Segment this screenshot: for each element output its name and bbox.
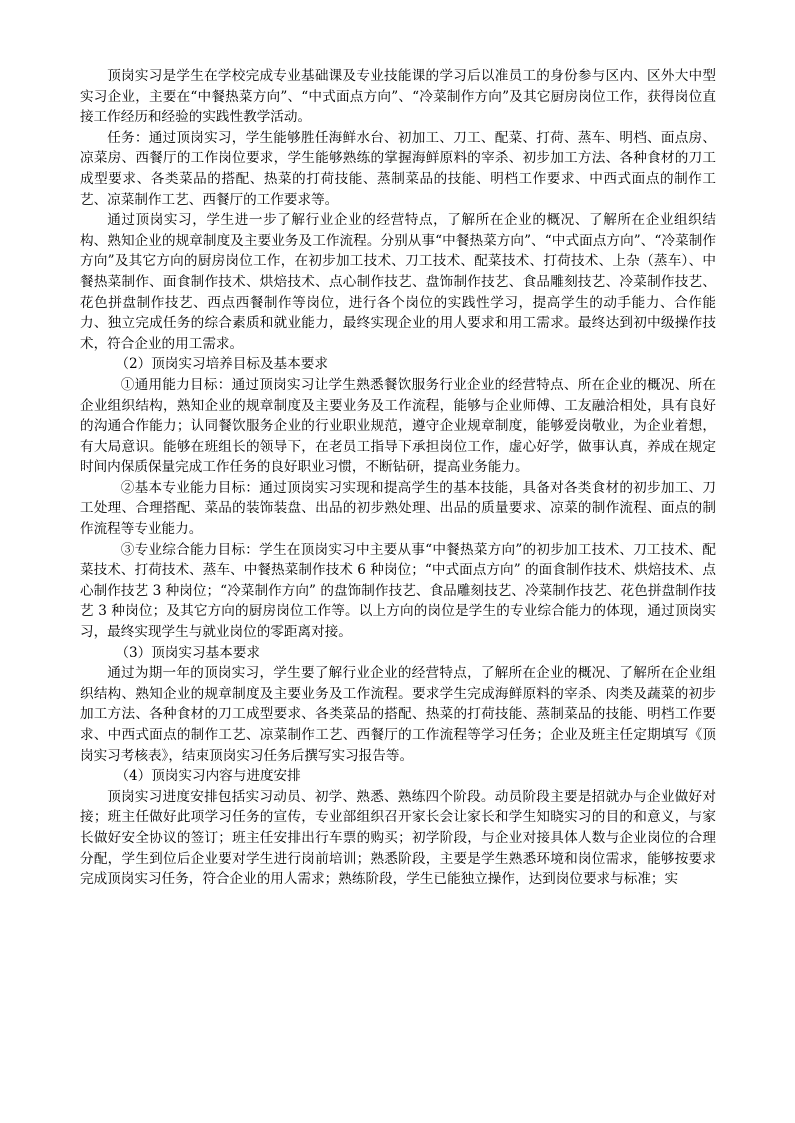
paragraph-basic-requirements: 通过为期一年的顶岗实习，学生要了解行业企业的经营特点，了解所在企业的概况、了解所在企业组织结构、熟知企业的规章制度及主要业务及工作流程。要求学生完成海鲜原料的宰杀、肉类及蔬菜的初步加工方法、各种食材的刀工成型要求、各类菜品的搭配、热菜的打荷技能、蒸制菜品的技能、明档工作要求、中西式面点的制作工艺、凉菜制作工艺、西餐厅的工作流程等学习任务；企业及班主任定期填写《顶岗实习考核表》，结束顶岗实习任务后撰写实习报告等。 xyxy=(80,665,716,764)
paragraph-general-ability: ①通用能力目标：通过顶岗实习让学生熟悉餐饮服务行业企业的经营特点、所在企业的概况、所在企业组织结构，熟知企业的规章制度及主要业务及工作流程，能够与企业师傅、工友融洽相处，具有良好的沟通合作能力；认同餐饮服务企业的行业职业规范，遵守企业规章制度，能够爱岗敬业，为企业着想，有大局意识。能够在班组长的领导下，在老员工指导下承担岗位工作，虚心好学，做事认真，养成在规定时间内保质保量完成工作任务的良好职业习惯，不断钻研，提高业务能力。 xyxy=(80,376,716,476)
section-heading-3: （3）顶岗实习基本要求 xyxy=(115,644,260,661)
section-heading-4: （4）顶岗实习内容与进度安排 xyxy=(115,768,301,785)
section-heading-2: （2）顶岗实习培养目标及基本要求 xyxy=(115,356,328,373)
paragraph-overview: 通过顶岗实习，学生进一步了解行业企业的经营特点，了解所在企业的概况、了解所在企业组织结构、熟知企业的规章制度及主要业务及工作流程。分别从事“中餐热菜方向”、“中式面点方向”、“冷菜制作方向”及其它方向的厨房岗位工作，在初步加工技术、刀工技术、配菜技术、打荷技术、上杂（蒸车）、中餐热菜制作、面食制作技术、烘焙技术、点心制作技艺、盘饰制作技艺、食品雕刻技艺、冷菜制作技艺、花色拼盘制作技艺、西点西餐制作等岗位，进行各个岗位的实践性学习，提高学生的动手能力、合作能力、独立完成任务的综合素质和就业能力，最终实现企业的用人要求和用工需求。最终达到初中级操作技术，符合企业的用工需求。 xyxy=(80,212,716,352)
paragraph-comprehensive-ability: ③专业综合能力目标：学生在顶岗实习中主要从事“中餐热菜方向”的初步加工技术、刀工技术、配菜技术、打荷技术、蒸车、中餐热菜制作技术 6 种岗位；“中式面点方向” 的面食制作技术、烘焙技术、点心制作技艺 3 种岗位；“冷菜制作方向” 的盘饰制作技艺、食品雕刻技艺、冷菜制作技艺、花色拼盘制作技艺 3 种岗位；及其它方向的厨房岗位工作等。以上方向的岗位是学生的专业综合能力的体现，通过顶岗实习，最终实现学生与就业岗位的零距离对接。 xyxy=(80,541,716,641)
paragraph-schedule: 顶岗实习进度安排包括实习动员、初学、熟悉、熟练四个阶段。动员阶段主要是招就办与企业做好对接；班主任做好此项学习任务的宣传，专业部组织召开家长会让家长和学生知晓实习的目的和意义，与家长做好安全协议的签订；班主任安排出行车票的购买；初学阶段，与企业对接具体人数与企业岗位的合理分配，学生到位后企业要对学生进行岗前培训；熟悉阶段，主要是学生熟悉环境和岗位需求，能够按要求完成顶岗实习任务，符合企业的用人需求；熟练阶段，学生已能独立操作，达到岗位要求与标准；实 xyxy=(80,788,716,888)
document-page xyxy=(80,66,716,890)
paragraph-task: 任务：通过顶岗实习，学生能够胜任海鲜水台、初加工、刀工、配菜、打荷、蒸车、明档、面点房、凉菜房、西餐厅的工作岗位要求，学生能够熟练的掌握海鲜原料的宰杀、初步加工方法、各种食材的刀工成型要求、各类菜品的搭配、热菜的打荷技能、蒸制菜品的技能、明档工作要求、中西式面点的制作工艺、凉菜制作工艺、西餐厅的工作要求等。 xyxy=(80,129,716,208)
paragraph-basic-ability: ②基本专业能力目标：通过顶岗实习实现和提高学生的基本技能，具备对各类食材的初步加工、刀工处理、合理搭配、菜品的装饰装盘、出品的初步熟处理、出品的质量要求、凉菜的制作流程、面点的制作流程等专业能力。 xyxy=(80,479,716,538)
paragraph-intro: 顶岗实习是学生在学校完成专业基础课及专业技能课的学习后以准员工的身份参与区内、区外大中型实习企业，主要在“中餐热菜方向”、“中式面点方向”、“冷菜制作方向”及其它厨房岗位工作，获得岗位直接工作经历和经验的实践性教学活动。 xyxy=(80,68,716,126)
